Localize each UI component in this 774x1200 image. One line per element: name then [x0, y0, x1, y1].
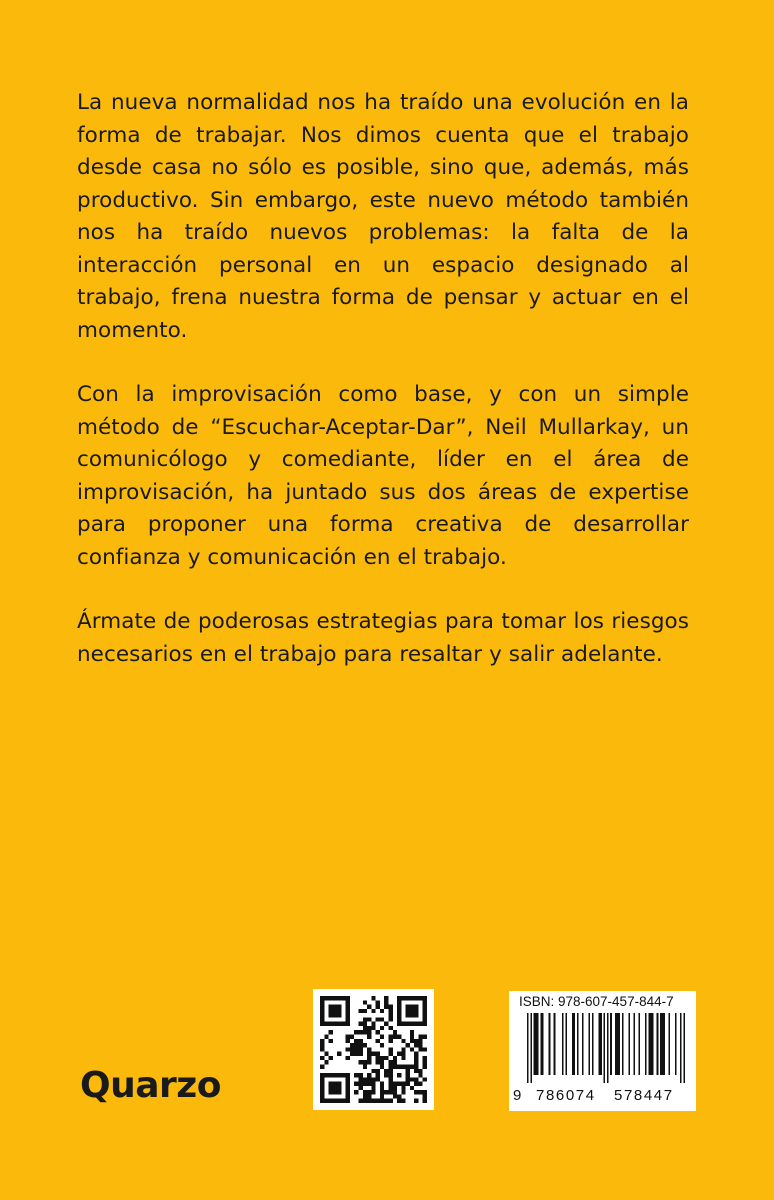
qr-code-icon: [320, 996, 427, 1103]
isbn-label: ISBN: 978-607-457-844-7: [519, 994, 674, 1009]
barcode-icon: [527, 1013, 685, 1083]
barcode-right-group: 578447: [614, 1087, 674, 1104]
blurb-paragraph-1: La nueva normalidad nos ha traído una evolución en la forma de trabajar. Nos dimos cuenta que el trabajo desde casa no sólo es posible, sino que, además, más productivo. Sin embargo, este nuevo método también nos ha traído nuevos problemas: la falta de la interacción personal en un espacio designado al trabajo, frena nuestra forma de pensar y actuar en el momento.: [77, 90, 689, 343]
back-cover-blurb: [77, 87, 689, 703]
publisher-logo: Quarzo: [80, 1065, 221, 1106]
barcode-first-digit: 9: [513, 1087, 522, 1104]
blurb-paragraph-2: Con la improvisación como base, y con un simple método de “Escuchar-Aceptar-Dar”, Neil Mullarkay, un comunicólogo y comediante, líder en el área de improvisación, ha juntado sus dos áreas de expertise para proponer una forma creativa de desarrollar confianza y comunicación en el trabajo.: [77, 382, 689, 570]
isbn-barcode: [509, 991, 696, 1111]
qr-code: [313, 989, 434, 1110]
barcode-left-group: 786074: [536, 1087, 596, 1104]
blurb-paragraph-3: Ármate de poderosas estrategias para tomar los riesgos necesarios en el trabajo para resaltar y salir adelante.: [77, 609, 689, 667]
